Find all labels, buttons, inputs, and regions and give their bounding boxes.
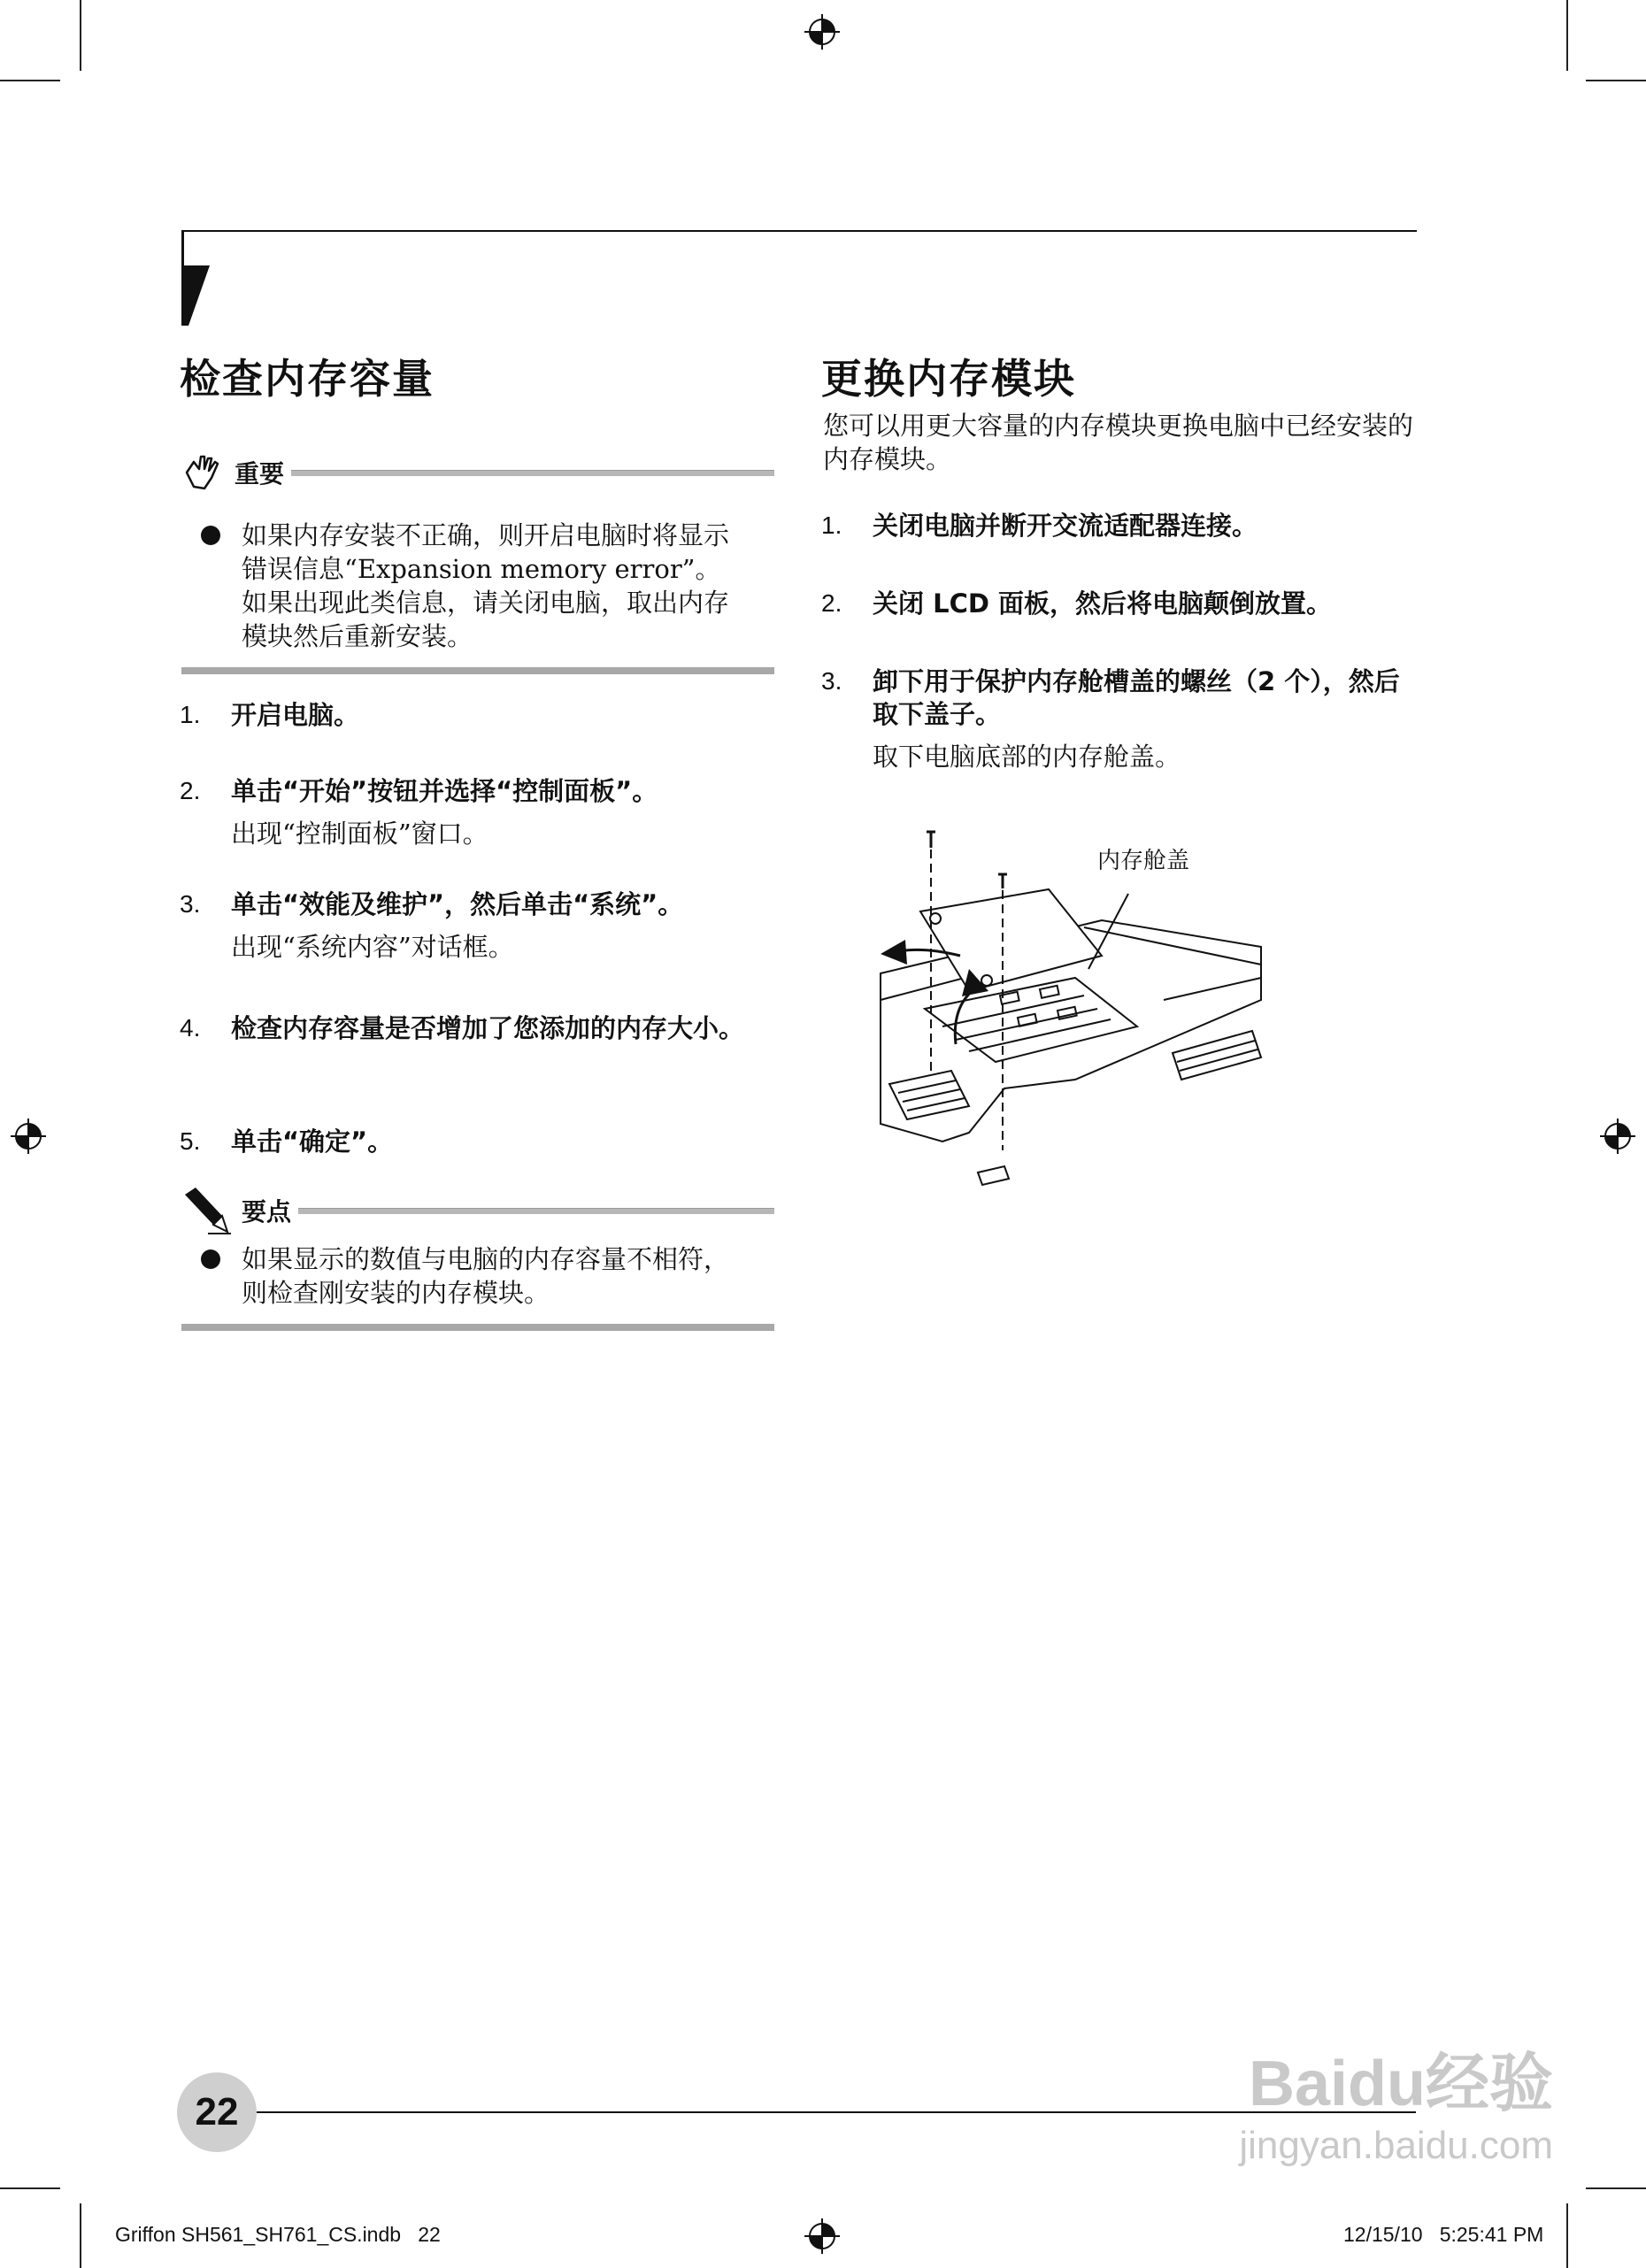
crop-mark	[80, 0, 81, 71]
right-intro: 您可以用更大容量的内存模块更换电脑中已经安装的内存模块。	[823, 411, 1414, 474]
hand-point-icon	[181, 451, 224, 494]
pencil-icon	[181, 1186, 231, 1235]
page-number-badge	[177, 2072, 257, 2152]
chapter-corner-mark-icon	[181, 265, 210, 327]
crop-mark	[1586, 2187, 1646, 2189]
tip-label: 要点	[242, 1197, 292, 1226]
registration-mark-icon	[803, 2217, 842, 2256]
important-rule	[291, 470, 774, 476]
crop-mark	[1566, 2203, 1568, 2268]
left-step-1	[180, 699, 777, 732]
footer-file-info: Griffon SH561_SH761_CS.indb 22	[115, 2223, 441, 2246]
left-section-title: 检查内存容量	[180, 355, 435, 403]
step-text: 开启电脑。	[231, 700, 360, 730]
crop-mark	[0, 2187, 60, 2189]
important-text: 如果内存安装不正确，则开启电脑时将显示错误信息“Expansion memory error”。如果出现此类信息，请关闭电脑，取出内存模块然后重新安装。	[242, 520, 730, 651]
crop-mark	[0, 80, 60, 81]
right-step-2	[821, 588, 1423, 620]
step-text: 单击“效能及维护”，然后单击“系统”。	[231, 889, 684, 919]
important-bottom-rule	[181, 667, 774, 674]
crop-mark	[80, 2203, 81, 2268]
left-step-3	[180, 888, 777, 964]
step-text: 关闭电脑并断开交流适配器连接。	[873, 511, 1258, 541]
step-result: 出现“系统内容”对话框。	[231, 932, 514, 962]
tip-note	[181, 1186, 774, 1331]
important-note	[181, 451, 774, 674]
right-step-1	[821, 510, 1423, 542]
crop-mark	[1586, 80, 1646, 81]
watermark-logo	[1155, 2044, 1553, 2195]
step-number: 1.	[821, 511, 842, 539]
footer-datetime: 12/15/10 5:25:41 PM	[1343, 2223, 1544, 2246]
important-label: 重要	[235, 459, 285, 488]
step-number: 1.	[180, 701, 201, 728]
step-number: 3.	[821, 667, 842, 695]
step-number: 4.	[180, 1014, 201, 1042]
step-text: 卸下用于保护内存舱槽盖的螺丝（2 个），然后取下盖子。	[873, 666, 1400, 729]
step-result: 取下电脑底部的内存舱盖。	[873, 742, 1181, 772]
right-step-3	[821, 665, 1423, 773]
step-number: 5.	[180, 1127, 201, 1155]
bullet-icon	[201, 526, 220, 545]
step-number: 2.	[821, 589, 842, 617]
crop-mark	[1566, 0, 1568, 71]
step-text: 关闭 LCD 面板，然后将电脑颠倒放置。	[873, 588, 1333, 619]
left-step-2	[180, 775, 777, 850]
step-result: 出现“控制面板”窗口。	[231, 819, 488, 849]
left-step-5	[180, 1126, 777, 1158]
tip-rule	[298, 1208, 774, 1214]
memory-cover-figure	[872, 823, 1270, 1217]
step-text: 检查内存容量是否增加了您添加的内存大小。	[231, 1013, 745, 1043]
right-section-title: 更换内存模块	[821, 355, 1076, 403]
left-step-4	[180, 1012, 777, 1045]
watermark-url: jingyan.baidu.com	[1239, 2124, 1553, 2167]
bullet-icon	[201, 1249, 220, 1269]
header-rule	[181, 230, 1417, 232]
registration-mark-icon	[1598, 1117, 1637, 1156]
registration-mark-icon	[9, 1117, 48, 1156]
step-number: 2.	[180, 777, 201, 804]
page-number: 22	[195, 2090, 239, 2133]
step-text: 单击“开始”按钮并选择“控制面板”。	[231, 776, 658, 806]
registration-mark-icon	[803, 12, 842, 51]
step-number: 3.	[180, 890, 201, 918]
tip-text: 如果显示的数值与电脑的内存容量不相符，则检查刚安装的内存模块。	[242, 1244, 730, 1308]
watermark-brand: Baidu经验	[1248, 2049, 1553, 2119]
figure-callout-label: 内存舱盖	[1097, 848, 1190, 874]
memory-cover-illustration	[872, 823, 1270, 1217]
tip-bottom-rule	[181, 1324, 774, 1331]
step-text: 单击“确定”。	[231, 1126, 394, 1157]
